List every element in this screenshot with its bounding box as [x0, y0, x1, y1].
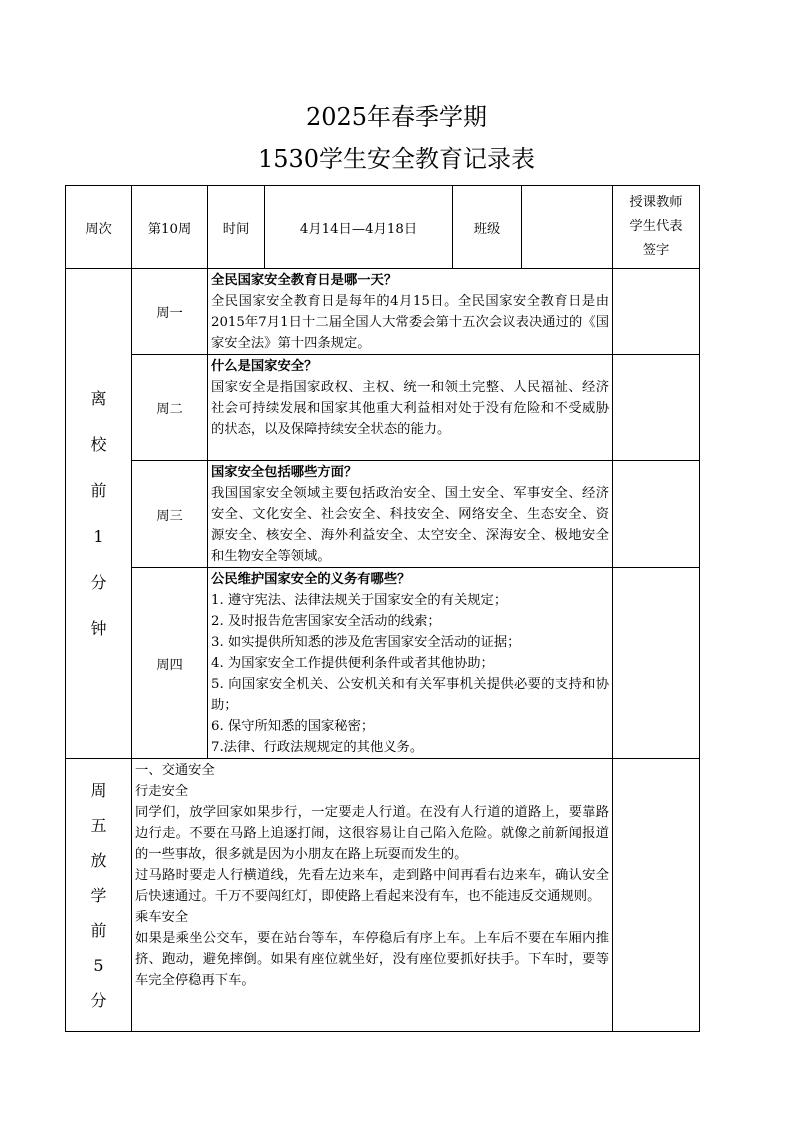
- vertical-char: 学: [90, 885, 107, 905]
- day-label: 周二: [132, 355, 208, 461]
- day-text: 我国国家安全领域主要包括政治安全、国土安全、军事安全、经济安全、文化安全、社会安全、科技安全、网络安全、生态安全、资源安全、核安全、海外利益安全、太空安全、深海安全、极地安全和生物安全等领域。: [211, 486, 609, 564]
- vertical-char: 分: [90, 572, 107, 592]
- friday-row: [66, 759, 700, 1032]
- day-text: 1. 遵守宪法、法律法规关于国家安全的有关规定；: [211, 593, 508, 608]
- week-value: 第10周: [132, 186, 208, 269]
- day-content: [208, 355, 613, 461]
- signature-line: 学生代表: [629, 219, 683, 234]
- signature-header: [613, 186, 700, 269]
- vertical-char: 放: [90, 850, 107, 870]
- signature-line: 签字: [642, 243, 670, 258]
- vertical-char: 分: [90, 990, 107, 1010]
- day-text: 6. 保守所知悉的国家秘密；: [211, 719, 375, 734]
- paragraph: 同学们，放学回家如果步行，一定要走人行道。在没有人行道的道路上，要靠路边行走。不要在马路上追逐打闹，这很容易让自己陷入危险。就像之前新闻报道的一些事故，很多就是因为小朋友在路上玩耍而发生的。: [135, 805, 609, 862]
- vertical-char: 钟: [90, 618, 107, 638]
- signature-cell: [613, 355, 700, 461]
- signature-cell: [613, 568, 700, 759]
- vertical-char: 前: [90, 480, 107, 500]
- class-label: 班级: [453, 186, 522, 269]
- signature-line: 授课教师: [629, 195, 683, 210]
- day-row-tuesday: [66, 355, 700, 461]
- friday-content: [132, 759, 613, 1032]
- subsection-heading: 乘车安全: [135, 910, 189, 925]
- vertical-char: 离: [90, 388, 107, 408]
- day-row-monday: [66, 269, 700, 355]
- day-question: 公民维护国家安全的义务有哪些？: [211, 572, 411, 587]
- vertical-char: 1: [93, 526, 104, 546]
- day-content: [208, 269, 613, 355]
- day-question: 什么是国家安全？: [211, 359, 318, 374]
- vertical-char: 周: [90, 780, 107, 800]
- day-text: 4. 为国家安全工作提供便利条件或者其他协助；: [211, 656, 494, 671]
- after-school-label: [66, 759, 132, 1032]
- day-content: [208, 568, 613, 759]
- signature-cell: [613, 461, 700, 568]
- day-question: 全民国家安全教育日是哪一天？: [211, 273, 398, 288]
- day-label: 周一: [132, 269, 208, 355]
- vertical-char: 前: [90, 920, 107, 940]
- title-line-1: 2025年春季学期: [305, 103, 488, 131]
- day-text: 2. 及时报告危害国家安全活动的线索；: [211, 614, 441, 629]
- paragraph: 过马路时要走人行横道线，先看左边来车，走到路中间再看右边来车，确认安全后快速通过。千万不要闯红灯，即使路上看起来没有车，也不能违反交通规则。: [135, 868, 609, 904]
- day-text: 7.法律、行政法规规定的其他义务。: [211, 740, 424, 755]
- signature-cell: [613, 269, 700, 355]
- subsection-heading: 行走安全: [135, 784, 189, 799]
- vertical-char: 校: [90, 434, 107, 454]
- record-table: [65, 185, 700, 1032]
- day-question: 国家安全包括哪些方面？: [211, 465, 358, 480]
- class-value: [522, 186, 613, 269]
- section-heading: 一、交通安全: [135, 763, 215, 778]
- vertical-char: 5: [93, 955, 104, 975]
- signature-cell: [613, 759, 700, 1032]
- before-school-label: [66, 269, 132, 759]
- day-label: 周四: [132, 568, 208, 759]
- time-value: 4月14日—4月18日: [265, 186, 453, 269]
- vertical-char: 五: [90, 815, 107, 835]
- day-text: 5. 向国家安全机关、公安机关和有关军事机关提供必要的支持和协助；: [211, 677, 609, 713]
- time-label: 时间: [208, 186, 265, 269]
- day-label: 周三: [132, 461, 208, 568]
- title-line-2: 1530学生安全教育记录表: [257, 145, 536, 173]
- day-text: 全民国家安全教育日是每年的4月15日。全民国家安全教育日是由2015年7月1日十二届全国人大常委会第十五次会议表决通过的《国家安全法》第十四条规定。: [211, 294, 609, 351]
- day-row-thursday: [66, 568, 700, 759]
- day-text: 国家安全是指国家政权、主权、统一和领土完整、人民福祉、经济社会可持续发展和国家其他重大利益相对处于没有危险和不受威胁的状态，以及保障持续安全状态的能力。: [211, 380, 609, 437]
- paragraph: 如果是乘坐公交车，要在站台等车，车停稳后有序上车。上车后不要在车厢内推挤、跑动，避免摔倒。如果有座位就坐好，没有座位要抓好扶手。下车时，要等车完全停稳再下车。: [135, 931, 609, 988]
- day-content: [208, 461, 613, 568]
- header-row: [66, 186, 700, 269]
- day-row-wednesday: [66, 461, 700, 568]
- day-text: 3. 如实提供所知悉的涉及危害国家安全活动的证据；: [211, 635, 521, 650]
- week-label: 周次: [66, 186, 132, 269]
